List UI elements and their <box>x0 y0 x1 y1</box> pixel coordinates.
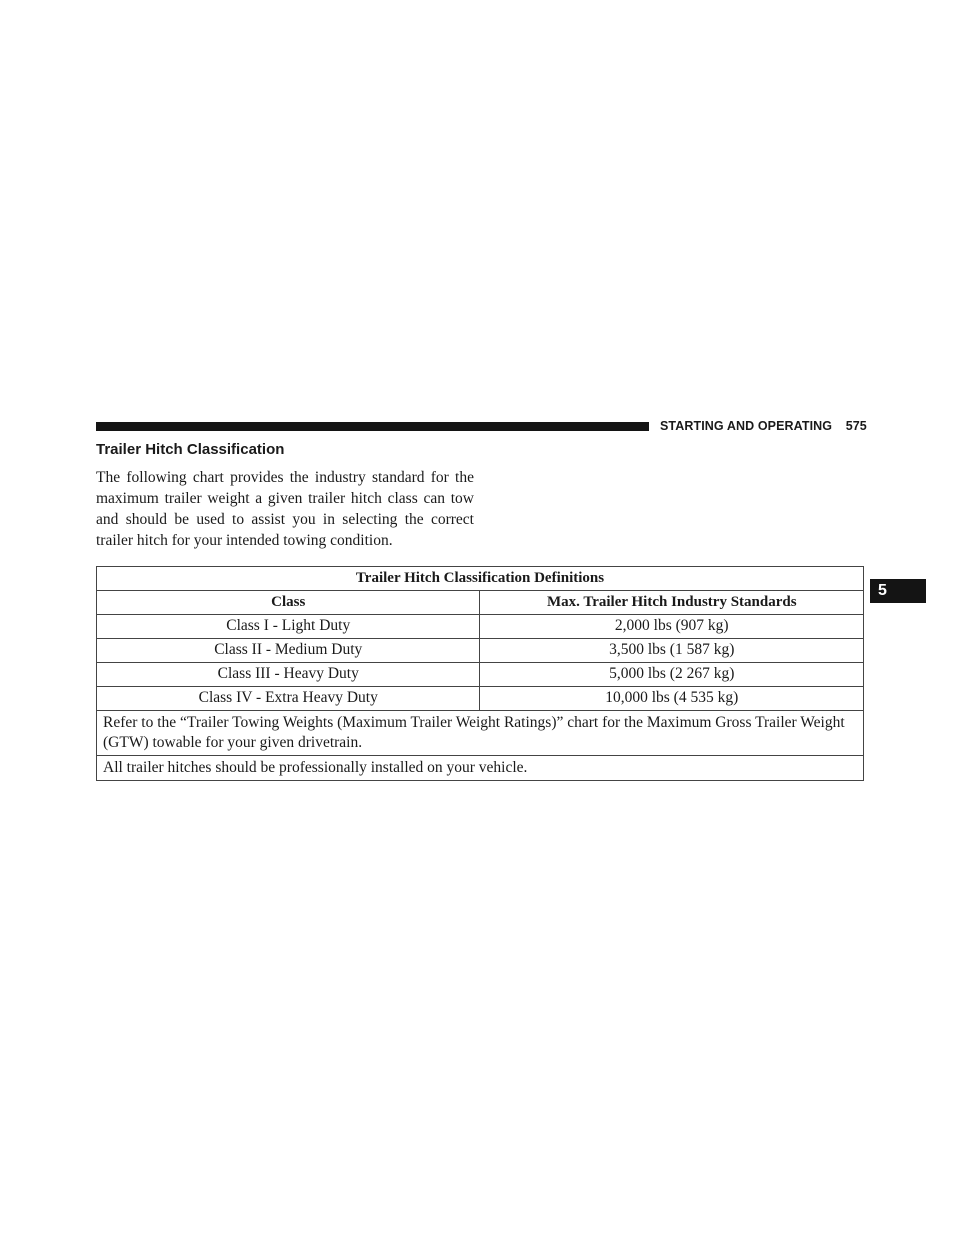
table-row <box>97 615 864 639</box>
intro-paragraph: The following chart provides the industry standard for the maximum trailer weight a given trailer hitch class can tow and should be used to assist you in selecting the correct trailer hitch for your intended towing condition. <box>96 469 474 549</box>
column-header-class: Class <box>97 591 480 615</box>
running-title: STARTING AND OPERATING <box>660 419 833 433</box>
table-header-row <box>97 591 864 615</box>
chapter-tab: 5 <box>870 579 926 603</box>
table-cell-standard: 3,500 lbs (1 587 kg) <box>480 639 864 663</box>
table-row <box>97 663 864 687</box>
table-cell-class: Class III - Heavy Duty <box>97 663 480 687</box>
table-note-reference: Refer to the “Trailer Towing Weights (Maximum Trailer Weight Ratings)” chart for the Maximum Gross Trailer Weight (GTW) towable for your given drivetrain. <box>97 711 864 756</box>
table-row <box>97 639 864 663</box>
table-caption-row <box>97 567 864 591</box>
hitch-classification-table <box>96 566 864 781</box>
table-cell-class: Class II - Medium Duty <box>97 639 480 663</box>
table-note-row <box>97 711 864 756</box>
table-row <box>97 687 864 711</box>
table-cell-class: Class IV - Extra Heavy Duty <box>97 687 480 711</box>
table-cell-standard: 2,000 lbs (907 kg) <box>480 615 864 639</box>
table-caption: Trailer Hitch Classification Definitions <box>97 567 864 591</box>
running-head <box>660 419 867 433</box>
table-cell-class: Class I - Light Duty <box>97 615 480 639</box>
table-note-installation: All trailer hitches should be professionally installed on your vehicle. <box>97 756 864 781</box>
table-note-row <box>97 756 864 781</box>
page-number: 575 <box>845 419 867 433</box>
header-rule <box>96 422 649 431</box>
table-cell-standard: 10,000 lbs (4 535 kg) <box>480 687 864 711</box>
table-cell-standard: 5,000 lbs (2 267 kg) <box>480 663 864 687</box>
column-header-standards: Max. Trailer Hitch Industry Standards <box>480 591 864 615</box>
section-title: Trailer Hitch Classification <box>96 441 285 458</box>
